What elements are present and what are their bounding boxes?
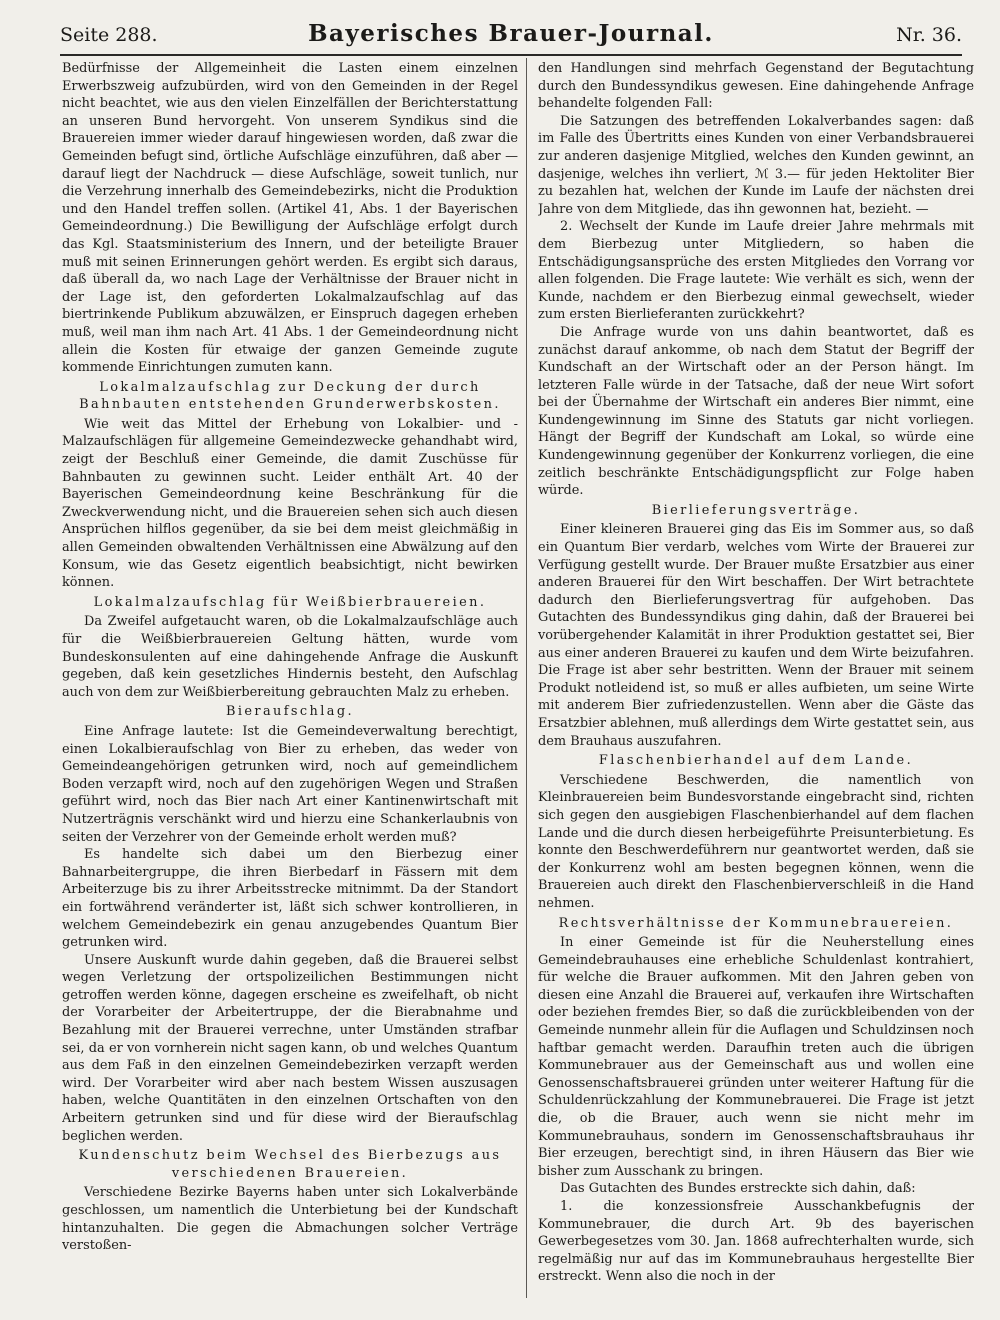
paragraph: Eine Anfrage lautete: Ist die Gemeindeverwaltung berechtigt, einen Lokalbieraufschlag von Bier zu erheben, das weder von Gemeindeangehörigen getrunken wird, noch auf gemeindlichem Boden verzapft wird, noch auf den zugehörigen Wegen und Straßen geführt wird, noch das Bier nach Art einer Kantinenwirtschaft mit Nutzerträgnis verschänkt wird und hierzu eine Schankerlaubnis von seiten der Verzehrer von der Gemeinde erholt werden muß?: [62, 723, 518, 845]
paragraph: Das Gutachten des Bundes erstreckte sich dahin, daß:: [560, 1181, 916, 1197]
paragraph: 1. die konzessionsfreie Ausschankbefugnis der Kommunebrauer, die durch Art. 9b des bayerischen Gewerbegesetzes vom 30. Jan. 1868 aufrechterhalten wurde, sich regelmäßig nur auf das im Kommunebrauhaus hergestellte Bier erstreckt. Wenn also die noch in der: [538, 1199, 974, 1285]
paragraph: Unsere Auskunft wurde dahin gegeben, daß die Brauerei selbst wegen Verletzung der ortspolizeilichen Bestimmungen nicht getroffen werden könne, dagegen erscheine es zweifelhaft, ob nicht der Vorarbeiter der Arbeitertruppe, der die Bierabnahme und Bezahlung mit der Brauerei verrechne, unter Umständen strafbar sei, da er von vornherein nicht sagen kann, ob und welches Quantum aus dem Faß in den einzelnen Gemeindebezirken verzapft werden wird. Der Vorarbeiter wird aber nach bestem Wissen auszusagen haben, welche Quantitäten in den einzelnen Ortschaften von den Arbeitern getrunken sind und für diese wird der Bieraufschlag beglichen werden.: [62, 952, 518, 1144]
paragraph: Bedürfnisse der Allgemeinheit die Lasten einem einzelnen Erwerbszweig aufzubürden, wird von den Gemeinden in der Regel nicht beachtet, wie aus den vielen Einzelfällen der Berichterstattung an unseren Bund hervorgeht. Von unserem Syndikus sind die Brauereien immer wieder darauf hingewiesen worden, daß zwar die Gemeinden befugt sind, örtliche Aufschläge einzuführen, daß aber — darauf liegt der Nachdruck — diese Aufschläge, soweit tunlich, nur die Verzehrung innerhalb des Gemeindebezirks, nicht die Produktion und den Handel treffen sollen. (Artikel 41, Abs. 1 der Bayerischen Gemeindeordnung.) Die Bewilligung der Aufschläge erfolgt durch das Kgl. Staatsministerium des Innern, und der beteiligte Brauer muß mit seinen Erinnerungen gehört werden. Es ergibt sich daraus, daß überall da, wo nach Lage der Verhältnisse der Brauer nicht in der Lage ist, den geforderten Lokalmalzaufschlag auf das biertrinkende Publikum abzuwälzen, er Einspruch dagegen erheben muß, weil man ihm nach Art. 41 Abs. 1 der Gemeindeordnung nicht allein die Kosten für etwaige der ganzen Gemeinde zugute kommende Einrichtungen zumuten kann.: [62, 61, 518, 376]
paragraph: Die Satzungen des betreffenden Lokalverbandes sagen: daß im Falle des Übertritts eines Kunden von einer Verbandsbrauerei zur anderen dasjenige Mitglied, welches den Kunden gewinnt, an dasjenige, welches ihn verliert, ℳ 3.— für jeden Hektoliter Bier zu bezahlen hat, welchen der Kunde im Laufe der nächsten drei Jahre von dem Mitgliede, das ihn gewonnen hat, bezieht. —: [538, 113, 974, 217]
left-column: [62, 60, 518, 1310]
page-header: [60, 14, 962, 56]
paragraph: Einer kleineren Brauerei ging das Eis im Sommer aus, so daß ein Quantum Bier verdarb, welches vom Wirte der Brauerei zur Verfügung gestellt wurde. Der Brauer mußte Ersatzbier aus einer anderen Brauerei für den Wirt beschaffen. Der Wirt betrachtete dadurch den Bierlieferungsvertrag für aufgehoben. Das Gutachten des Bundessyndikus ging dahin, daß der Brauerei bei vorübergehender Kalamität in ihrer Produktion gestattet sei, Bier aus einer anderen Brauerei zu kaufen und dem Wirte beizufahren. Die Frage ist aber sehr bestritten. Wenn der Brauer mit seinem Produkt notleidend ist, so muß er alles aufbieten, um seine Wirte mit anderem Bier zufriedenzustellen. Wenn aber die Gäste das Ersatzbier ablehnen, muß allerdings dem Wirte gestattet sein, aus dem Brauhaus auszufahren.: [538, 522, 974, 749]
issue-number: Nr. 36.: [896, 24, 962, 46]
paragraph: Es handelte sich dabei um den Bierbezug einer Bahnarbeitergruppe, die ihren Bierbedarf in Fässern mit dem Arbeiterzuge bis zu ihrer Arbeitsstrecke mitnimmt. Da der Standort ein fortwährend veränderter ist, läßt sich schwer kontrollieren, in welchem Gemeindebezirk ein genau anzugebendes Quantum Bier getrunken wird.: [62, 847, 518, 951]
paragraph: Verschiedene Beschwerden, die namentlich von Kleinbrauereien beim Bundesvorstande eingebracht sind, richten sich gegen den ausgiebigen Flaschenbierhandel auf dem flachen Lande und die durch diesen herbeigeführte Preisunterbietung. Es konnte den Beschwerdeführern nur geantwortet werden, daß sie der Konkurrenz wohl am besten begegnen können, wenn die Brauereien auch direkt den Flaschenbierverschleiß in die Hand nehmen.: [538, 772, 974, 911]
page-number: Seite 288.: [60, 24, 158, 46]
section-heading: Bieraufschlag.: [225, 704, 355, 720]
section-heading: Flaschenbierhandel auf dem Lande.: [598, 753, 914, 769]
paragraph: Verschiedene Bezirke Bayerns haben unter sich Lokalverbände geschlossen, um namentlich die Unterbietung bei der Kundschaft hintanzuhalten. Die gegen die Abmachungen solcher Verträge verstoßen-: [62, 1185, 518, 1254]
paragraph: den Handlungen sind mehrfach Gegenstand der Begutachtung durch den Bundessyndikus gewesen. Eine dahingehende Anfrage behandelte folgenden Fall:: [538, 61, 974, 112]
section-heading: Rechtsverhältnisse der Kommunebrauereien.: [558, 915, 954, 931]
section-heading: Kundenschutz beim Wechsel des Bierbezugs aus verschiedenen Brauereien.: [78, 1148, 502, 1181]
column-divider: [526, 58, 527, 1298]
paragraph: Da Zweifel aufgetaucht waren, ob die Lokalmalzaufschläge auch für die Weißbierbrauereien Geltung hätten, wurde vom Bundeskonsulenten auf eine dahingehende Anfrage die Auskunft gegeben, daß kein gesetzliches Hindernis besteht, den Aufschlag auch von dem zur Weißbierbereitung gebrauchten Malz zu erheben.: [62, 614, 518, 700]
paragraph: Die Anfrage wurde von uns dahin beantwortet, daß es zunächst darauf ankomme, ob nach dem Statut der Begriff der Kundschaft an der Wirtschaft oder an der Person hängt. Im letzteren Falle würde in der Tatsache, daß der neue Wirt sofort bei der Übernahme der Wirtschaft ein anderes Bier nimmt, eine Kundengewinnung im Sinne des Statuts gar nicht vorliegen. Hängt der Begriff der Kundschaft am Lokal, so würde eine Kundengewinnung gegenüber der Konkurrenz vorliegen, die eine zeitlich beschränkte Entschädigungspflicht zur Folge haben würde.: [538, 324, 974, 499]
section-heading: Bierlieferungsverträge.: [651, 502, 861, 518]
paragraph: In einer Gemeinde ist für die Neuherstellung eines Gemeindebrauhauses eine erhebliche Schuldenlast kontrahiert, für welche die Brauer aufkommen. Mit den Jahren geben von diesen eine Anzahl die Brauerei auf, verkaufen ihre Wirtschaften oder beziehen fremdes Bier, so daß die zurückbleibenden von der Gemeinde nunmehr allein für die Auflagen und Schuldzinsen noch haftbar gemacht werden. Daraufhin treten auch die übrigen Kommunebrauer aus der Gemeinschaft aus und wollen eine Genossenschaftsbrauerei gründen unter weiterer Haftung für die Schuldenrückzahlung der Kommunebrauerei. Die Frage ist jetzt die, ob die Brauer, auch wenn sie nicht mehr im Kommunebrauhaus, sondern im Genossenschaftsbrauhaus ihr Bier erzeugen, berechtigt sind, in ihren Häusern das Bier wie bisher zum Ausschank zu bringen.: [538, 935, 974, 1179]
section-heading: Lokalmalzaufschlag zur Deckung der durch Bahnbauten entstehenden Grunderwerbskosten.: [79, 379, 501, 413]
paragraph: 2. Wechselt der Kunde im Laufe dreier Jahre mehrmals mit dem Bierbezug unter Mitgliedern, so haben die Entschädigungsansprüche des ersten Mitgliedes den Vorrang vor allen folgenden. Die Frage lautete: Wie verhält es sich, wenn der Kunde, nachdem er den Bierbezug einmal gewechselt, wieder zum ersten Bierlieferanten zurückkehrt?: [538, 219, 974, 323]
section-heading: Lokalmalzaufschlag für Weißbierbrauereien.: [93, 594, 487, 610]
right-column: [538, 60, 974, 1310]
paragraph: Wie weit das Mittel der Erhebung von Lokalbier- und -Malzaufschlägen für allgemeine Gemeindezwecke gehandhabt wird, zeigt der Beschluß einer Gemeinde, die damit Zuschüsse für Bahnbauten zu gewinnen sucht. Leider enthält Art. 40 der Bayerischen Gemeindeordnung keine Beschränkung für die Zweckverwendung nicht, und die Brauereien sehen sich auch diesen Ansprüchen hilflos gegenüber, da sie bei dem meist gleichmäßig in allen Gemeinden obwaltenden Verhältnissen eine Abwälzung auf den Konsum, wie das Gesetz eigentlich beabsichtigt, nicht bewirken können.: [62, 416, 518, 591]
journal-title: Bayerisches Brauer-Journal.: [308, 20, 714, 47]
